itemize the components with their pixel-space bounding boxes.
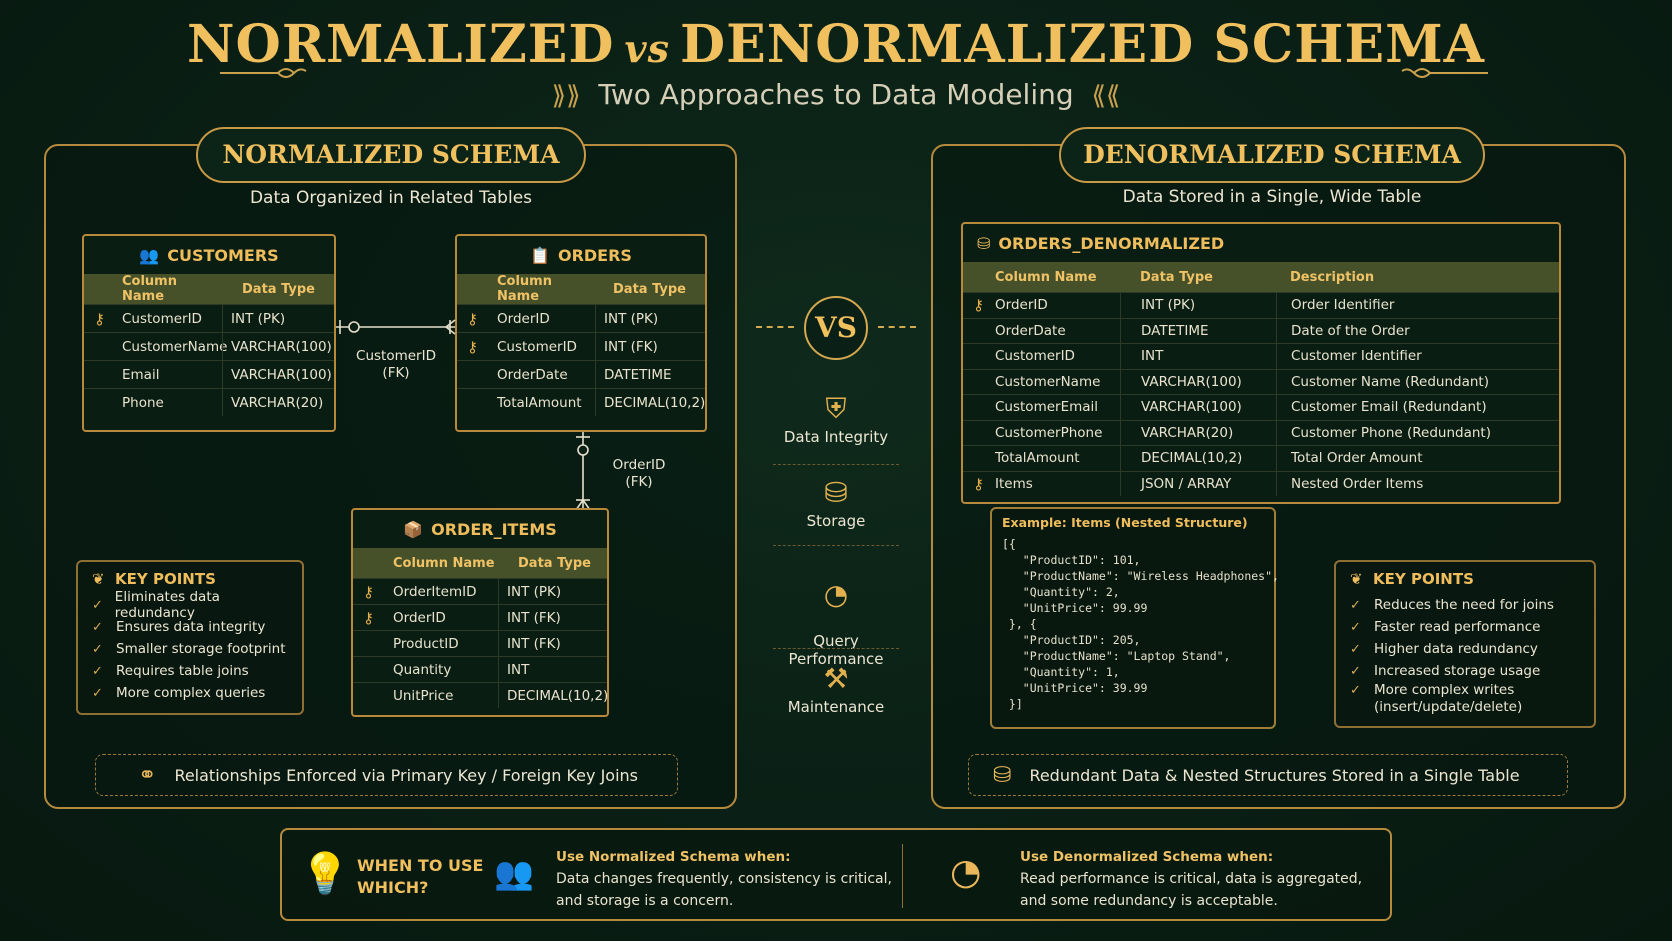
col-header: Column Name <box>497 274 552 304</box>
speedometer-icon: ◔ <box>950 852 982 893</box>
clipboard-icon: 📋 <box>530 245 550 265</box>
col-header: Column Name <box>393 555 495 571</box>
cell: OrderItemID <box>393 583 477 600</box>
table-row <box>84 304 334 332</box>
table-row <box>963 445 1559 471</box>
key-icon: ⚷ <box>363 582 374 601</box>
cell: CustomerPhone <box>995 424 1103 441</box>
key-slot <box>963 395 991 420</box>
col-header: Column Name <box>995 269 1097 285</box>
cell: CustomerName <box>995 373 1101 390</box>
cell: OrderID <box>995 297 1048 314</box>
use-normalized-block: Use Normalized Schema when: Data changes frequently, consistency is critical, and storage is a concern. <box>556 849 892 909</box>
foreign-key-icon: ⚷ <box>363 608 374 627</box>
cell: UnitPrice <box>393 687 454 704</box>
key-slot <box>963 319 991 344</box>
customers-table-title: 👥 CUSTOMERS <box>139 245 279 265</box>
cell: VARCHAR(100) <box>1120 395 1276 420</box>
database-icon: ⛁ <box>993 762 1012 788</box>
cell: DECIMAL(10,2) <box>498 683 607 708</box>
table-row <box>353 656 607 682</box>
normalized-footer: ⚭ Relationships Enforced via Primary Key / Foreign Key Joins <box>95 754 678 796</box>
shield-icon: ⛨ <box>825 392 847 425</box>
check-icon: ✓ <box>1350 597 1361 613</box>
compare-item-maintenance: ⚒ Maintenance <box>773 660 899 716</box>
users-icon: 👥 <box>494 854 534 892</box>
divider <box>773 545 899 546</box>
orders-denormalized-title: ⛁ ORDERS_DENORMALIZED <box>977 233 1225 253</box>
divider <box>773 464 899 465</box>
key-icon: ⚷ <box>467 309 478 328</box>
key-points-heading: ❦ KEY POINTS <box>92 570 216 588</box>
cell: INT (PK) <box>498 579 607 604</box>
table-row <box>353 630 607 656</box>
page-title: NORMALIZED vs DENORMALIZED SCHEMA <box>187 14 1485 75</box>
lightbulb-icon: 💡 <box>300 851 350 897</box>
leaf-icon: ❦ <box>92 570 105 588</box>
divider <box>773 648 899 649</box>
orders-denormalized-table <box>961 222 1561 504</box>
cell: Customer Name (Redundant) <box>1276 370 1559 395</box>
compare-item-data-integrity: ⛨ Data Integrity <box>773 390 899 446</box>
leaf-left-icon: ⟫⟫ <box>551 81 581 111</box>
cell: ProductID <box>393 635 459 652</box>
relationship-label-orderid: OrderID (FK) <box>612 457 666 490</box>
table-header <box>84 274 334 304</box>
type-header: Data Type <box>613 281 686 297</box>
check-icon: ✓ <box>1350 683 1361 698</box>
speedometer-icon: ◔ <box>823 578 849 611</box>
cell: TotalAmount <box>995 450 1080 467</box>
users-icon: 👥 <box>139 245 160 265</box>
cell: VARCHAR(20) <box>1120 421 1276 446</box>
vs-badge: VS <box>804 296 868 360</box>
page-subtitle: ⟫⟫ Two Approaches to Data Modeling ⟪⟪ <box>551 78 1121 111</box>
check-icon: ✓ <box>92 685 103 701</box>
table-row <box>963 420 1559 446</box>
when-to-use-banner <box>280 828 1392 921</box>
order-items-table-title: 📦 ORDER_ITEMS <box>403 519 557 539</box>
tools-icon: ⚒ <box>823 662 849 695</box>
list-item: ✓ Eliminates data redundancy <box>92 589 220 621</box>
table-row <box>963 292 1559 318</box>
table-header <box>353 548 607 578</box>
list-item: ✓ Requires table joins <box>92 663 249 679</box>
customers-table <box>82 234 336 432</box>
normalized-tab: NORMALIZED SCHEMA <box>196 127 586 183</box>
cell: DECIMAL(10,2) <box>595 389 705 416</box>
cell: OrderID <box>393 609 446 626</box>
foreign-key-icon: ⚷ <box>467 337 478 356</box>
key-slot <box>963 370 991 395</box>
denormalized-key-points <box>1334 560 1596 728</box>
cell: Nested Order Items <box>1276 472 1559 497</box>
table-row <box>963 471 1559 497</box>
cell: VARCHAR(100) <box>1120 370 1276 395</box>
type-header: Data Type <box>1140 269 1213 285</box>
cell: INT (FK) <box>498 605 607 630</box>
check-icon: ✓ <box>92 597 103 613</box>
denormalized-subtitle: Data Stored in a Single, Wide Table <box>1122 187 1422 207</box>
cell: INT (PK) <box>1120 293 1276 318</box>
list-item: ✓ Ensures data integrity <box>92 619 266 635</box>
cell: INT (PK) <box>595 305 705 332</box>
cell: INT (FK) <box>498 631 607 656</box>
table-row <box>353 578 607 604</box>
cell: Customer Identifier <box>1276 344 1559 369</box>
cell: Email <box>122 366 160 383</box>
order-items-table <box>351 508 609 717</box>
example-heading: Example: Items (Nested Structure) <box>1002 515 1248 530</box>
list-item: ✓ Smaller storage footprint <box>92 641 286 657</box>
list-item: ✓ Faster read performance <box>1350 619 1541 635</box>
cell: Total Order Amount <box>1276 446 1559 471</box>
cell: VARCHAR(100) <box>222 361 334 388</box>
table-row <box>84 388 334 416</box>
cell: DATETIME <box>1120 319 1276 344</box>
check-icon: ✓ <box>92 641 103 657</box>
table-row <box>84 360 334 388</box>
check-icon: ✓ <box>1350 641 1361 657</box>
cell: OrderDate <box>497 366 568 383</box>
key-slot <box>963 344 991 369</box>
check-icon: ✓ <box>1350 619 1361 635</box>
cell: DECIMAL(10,2) <box>1120 446 1276 471</box>
use-denormalized-block: Use Denormalized Schema when: Read performance is critical, data is aggregated, and some redundancy is acceptable. <box>1020 849 1363 909</box>
table-header <box>963 262 1559 292</box>
database-icon: ⛁ <box>824 476 848 509</box>
table-row <box>353 682 607 708</box>
cell: OrderDate <box>995 322 1066 339</box>
key-icon: ⚷ <box>973 474 984 493</box>
cell: VARCHAR(100) <box>222 333 334 360</box>
cell: JSON / ARRAY <box>1120 472 1276 497</box>
normalized-subtitle: Data Organized in Related Tables <box>249 188 533 208</box>
table-row <box>963 343 1559 369</box>
compare-item-query-performance: ◔ Query Performance <box>773 558 899 686</box>
box-icon: 📦 <box>403 519 424 539</box>
list-item: ✓ Higher data redundancy <box>1350 641 1538 657</box>
cell: TotalAmount <box>497 394 582 411</box>
key-slot <box>963 421 991 446</box>
relationship-label-customerid: CustomerID (FK) <box>356 348 436 381</box>
table-row <box>963 394 1559 420</box>
denormalized-tab: DENORMALIZED SCHEMA <box>1059 127 1485 183</box>
cell: Phone <box>122 394 164 411</box>
example-code: [{ "ProductID": 101, "ProductName": "Wireless Headphones", "Quantity": 2, "UnitPrice": 99.99 }, { "ProductID": 205, "ProductName": "Laptop Stand", "Quantity": 1, "UnitPrice": 39.99 }] <box>1002 537 1279 711</box>
cell: Items <box>995 475 1033 492</box>
list-item: ✓ More complex writes (insert/update/delete) <box>1350 682 1523 715</box>
cell: Order Identifier <box>1276 293 1559 318</box>
cell: INT <box>1120 344 1276 369</box>
key-points-heading: ❦ KEY POINTS <box>1350 570 1474 588</box>
link-rings-icon: ⚭ <box>138 762 157 788</box>
divider <box>902 844 903 908</box>
cell: OrderID <box>497 310 550 327</box>
cell: INT <box>498 657 607 682</box>
list-item: ✓ Reduces the need for joins <box>1350 597 1554 613</box>
key-icon: ⚷ <box>973 296 984 315</box>
table-row <box>963 369 1559 395</box>
leaf-icon: ❦ <box>1350 570 1363 588</box>
cell: DATETIME <box>595 361 705 388</box>
leaf-right-icon: ⟪⟪ <box>1091 81 1121 111</box>
cell: Quantity <box>393 661 452 678</box>
check-icon: ✓ <box>1350 663 1361 679</box>
type-header: Data Type <box>242 281 315 297</box>
nested-items-example <box>990 507 1279 729</box>
database-icon: ⛁ <box>977 233 991 253</box>
check-icon: ✓ <box>92 663 103 679</box>
cell: Customer Email (Redundant) <box>1276 395 1559 420</box>
cell: INT (FK) <box>595 333 705 360</box>
table-row <box>353 604 607 630</box>
normalized-key-points <box>76 560 304 715</box>
cell: CustomerID <box>497 338 577 355</box>
cell: Customer Phone (Redundant) <box>1276 421 1559 446</box>
check-icon: ✓ <box>92 619 103 635</box>
denormalized-footer: ⛁ Redundant Data & Nested Structures Stored in a Single Table <box>968 754 1568 796</box>
cell: VARCHAR(20) <box>222 389 334 416</box>
col-header: Column Name <box>122 274 177 304</box>
cell: INT (PK) <box>222 305 334 332</box>
cell: CustomerEmail <box>995 399 1099 416</box>
cell: CustomerID <box>995 348 1075 365</box>
list-item: ✓ Increased storage usage <box>1350 663 1541 679</box>
table-row <box>84 332 334 360</box>
list-item: ✓ More complex queries <box>92 685 266 701</box>
cell: CustomerName <box>122 338 228 355</box>
type-header: Data Type <box>518 555 591 571</box>
table-row <box>963 318 1559 344</box>
orders-table-title: 📋 ORDERS <box>530 245 632 265</box>
cell: CustomerID <box>122 310 202 327</box>
key-slot <box>963 446 991 471</box>
key-icon: ⚷ <box>94 309 105 328</box>
compare-item-storage: ⛁ Storage <box>773 474 899 530</box>
when-to-use-title: WHEN TO USE WHICH? <box>357 856 484 897</box>
desc-header: Description <box>1290 269 1375 285</box>
cell: Date of the Order <box>1276 319 1559 344</box>
